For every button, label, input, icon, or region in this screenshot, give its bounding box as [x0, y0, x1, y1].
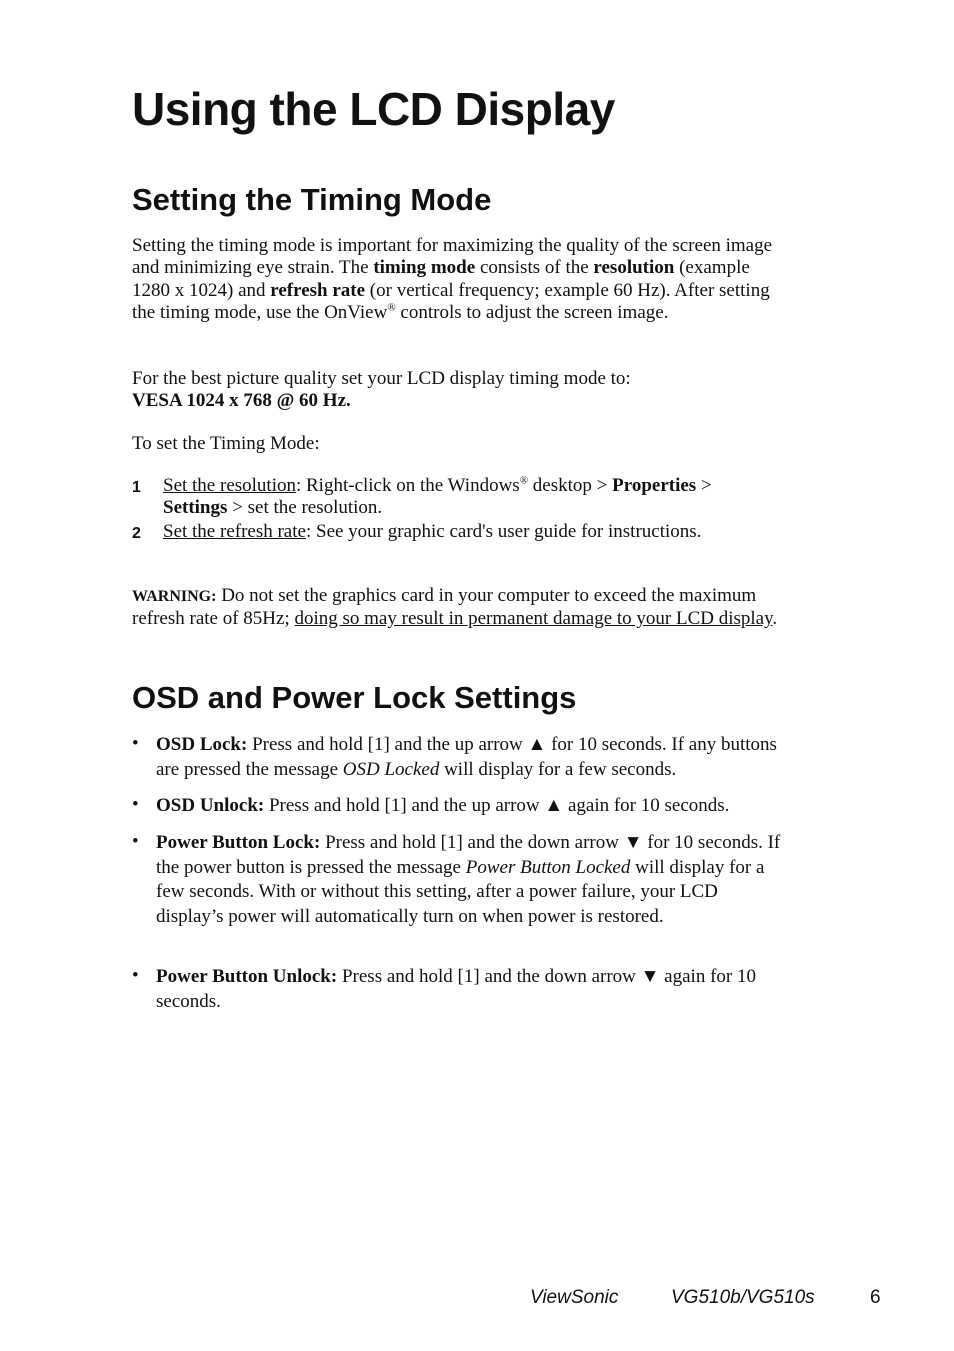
text-run: (or vertical frequency; example 60 Hz). After setting the timing mode, use the OnView	[132, 279, 770, 323]
text-run: controls to adjust the screen image.	[395, 301, 669, 323]
step-link-set-resolution: Set the resolution	[163, 475, 296, 496]
item-label: Power Button Lock:	[156, 832, 321, 853]
step-number: 2	[132, 525, 141, 542]
to-set-label: To set the Timing Mode:	[132, 433, 320, 454]
section-heading-osd: OSD and Power Lock Settings	[132, 680, 577, 715]
text-run: Press and hold [1] and the up arrow ▲ again for 10 seconds.	[264, 795, 730, 816]
item-label: OSD Unlock:	[156, 795, 265, 816]
term-timing-mode: timing mode	[373, 257, 476, 279]
message-power-button-locked: Power Button Locked	[465, 856, 631, 878]
warning-paragraph	[132, 585, 792, 631]
message-osd-locked: OSD Locked	[342, 758, 440, 780]
text-run: (example 1280 x 1024) and	[132, 257, 750, 301]
warning-emphasis: doing so may result in permanent damage to your LCD display	[294, 608, 773, 630]
bullet-mark: •	[132, 965, 139, 986]
step-number: 1	[132, 479, 141, 496]
step-link-set-refresh-rate: Set the refresh rate	[163, 521, 306, 542]
power-button-lock-item	[156, 831, 786, 929]
osd-lock-item	[156, 733, 786, 782]
term-refresh-rate: refresh rate	[270, 279, 366, 301]
text-run: : See your graphic card's user guide for instructions.	[305, 521, 702, 542]
text-run: will display for a few seconds.	[439, 758, 677, 780]
term-properties: Properties	[612, 475, 697, 496]
text-run: Do not set the graphics card in your computer to exceed the maximum refresh rate of 85Hz;	[132, 585, 757, 630]
best-quality-paragraph	[132, 368, 792, 413]
recommended-mode: VESA 1024 x 768 @ 60 Hz.	[132, 390, 351, 412]
bullet-mark: •	[132, 831, 139, 852]
footer-model: VG510b/VG510s	[671, 1287, 815, 1308]
item-label: OSD Lock:	[156, 734, 248, 755]
osd-unlock-item	[156, 794, 786, 819]
term-settings: Settings	[163, 497, 228, 518]
step-1	[163, 475, 783, 519]
timing-intro-paragraph	[132, 235, 792, 324]
registered-mark: ®	[387, 301, 396, 314]
text-run: desktop >	[528, 475, 613, 496]
text-run: >	[696, 475, 712, 496]
text-run: .	[772, 608, 778, 630]
registered-mark: ®	[519, 474, 529, 487]
section-heading-timing: Setting the Timing Mode	[132, 182, 492, 217]
text-run: > set the resolution.	[227, 497, 383, 518]
text-run: : Right-click on the Windows	[295, 475, 520, 496]
power-button-unlock-item	[156, 965, 786, 1014]
step-2	[163, 521, 783, 543]
text-run: will display for a few seconds. With or without this setting, after a power failure, your LCD display’s power will automatically turn on when power is restored.	[156, 856, 765, 927]
term-resolution: resolution	[593, 257, 675, 279]
footer-page-number: 6	[870, 1287, 881, 1308]
text-run: Setting the timing mode is important for maximizing the quality of the screen image and minimizing eye strain. The	[132, 235, 773, 279]
text-run: Press and hold [1] and the up arrow ▲ for 10 seconds. If any buttons are pressed the message	[156, 734, 777, 780]
text-run: Press and hold [1] and the down arrow ▼ for 10 seconds. If the power button is pressed the message	[156, 832, 781, 878]
footer-brand: ViewSonic	[530, 1287, 619, 1308]
bullet-mark: •	[132, 733, 139, 754]
bullet-mark: •	[132, 794, 139, 815]
item-label: Power Button Unlock:	[156, 966, 338, 987]
warning-label: WARNING:	[132, 588, 217, 605]
text-run: consists of the	[475, 257, 594, 279]
text-run: Press and hold [1] and the down arrow ▼ again for 10 seconds.	[156, 966, 756, 1012]
page-title: Using the LCD Display	[132, 83, 615, 135]
best-quality-text: For the best picture quality set your LCD display timing mode to:	[132, 368, 631, 389]
